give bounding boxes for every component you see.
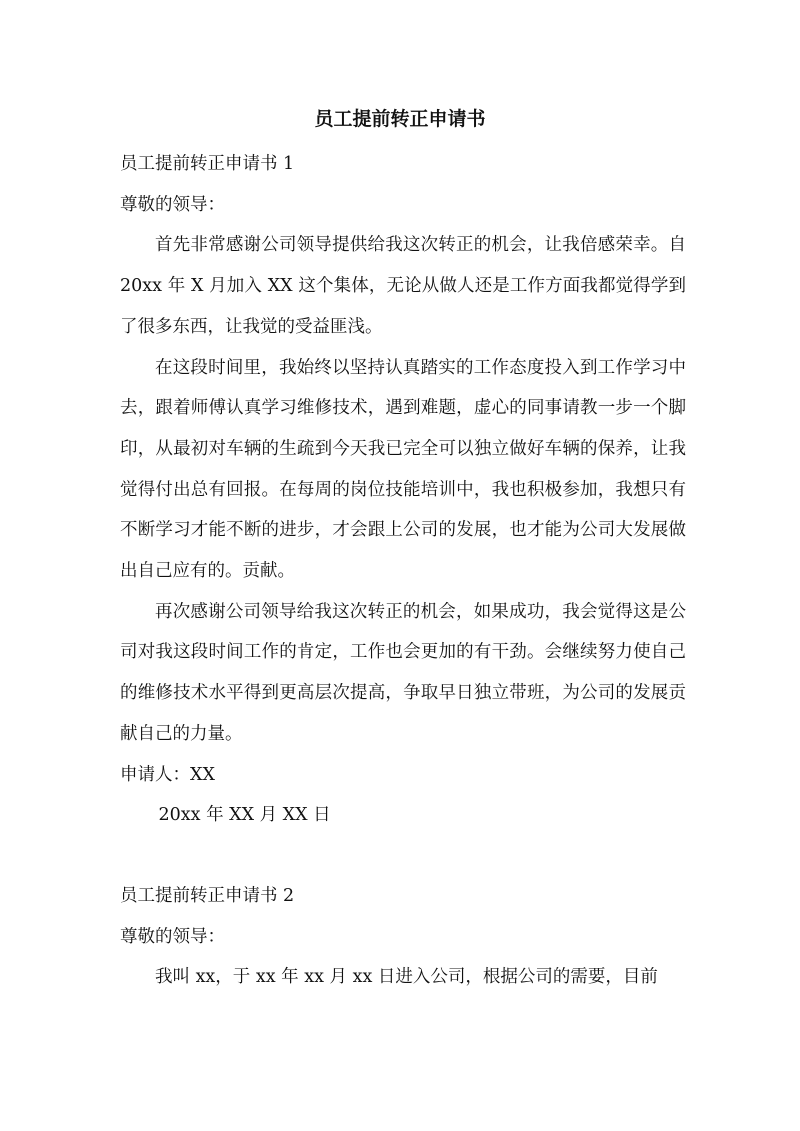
section-1-paragraph-2: 在这段时间里，我始终以坚持认真踏实的工作态度投入到工作学习中去，跟着师傅认真学习维修技术，遇到难题，虚心的同事请教一步一个脚印，从最初对车辆的生疏到今天我已完全可以独立做好车辆的保养，让我觉得付出总有回报。在每周的岗位技能培训中，我也积极参加，我想只有不断学习才能不断的进步，才会跟上公司的发展，也才能为公司大发展做出自己应有的。贡献。 [120, 357, 686, 582]
document-title: 员工提前转正申请书 [314, 108, 486, 130]
date-line: 20xx 年 XX 月 XX 日 [158, 805, 331, 826]
section-1-heading: 员工提前转正申请书 1 [120, 154, 295, 174]
section-2-heading: 员工提前转正申请书 2 [120, 885, 295, 906]
section-2-salutation: 尊敬的领导： [120, 926, 225, 947]
section-2-paragraph-1: 我叫 xx，于 xx 年 xx 月 xx 日进入公司，根据公司的需要，目前 [155, 967, 658, 988]
section-1-paragraph-1: 首先非常感谢公司领导提供给我这次转正的机会，让我倍感荣幸。自 20xx 年 X 月加入 XX 这个集体，无论从做人还是工作方面我都觉得学到了很多东西，让我觉的受益匪浅。 [120, 235, 686, 337]
document-body [120, 144, 686, 998]
section-spacer [120, 836, 686, 876]
section-1-paragraph-3: 再次感谢公司领导给我这次转正的机会，如果成功，我会觉得这是公司对我这段时间工作的肯定，工作也会更加的有干劲。会继续努力使自己的维修技术水平得到更高层次提高，争取早日独立带班，为公司的发展贡献自己的力量。 [120, 601, 686, 744]
section-1-salutation: 尊敬的领导： [120, 194, 225, 215]
applicant-line: 申请人：XX [120, 764, 215, 785]
